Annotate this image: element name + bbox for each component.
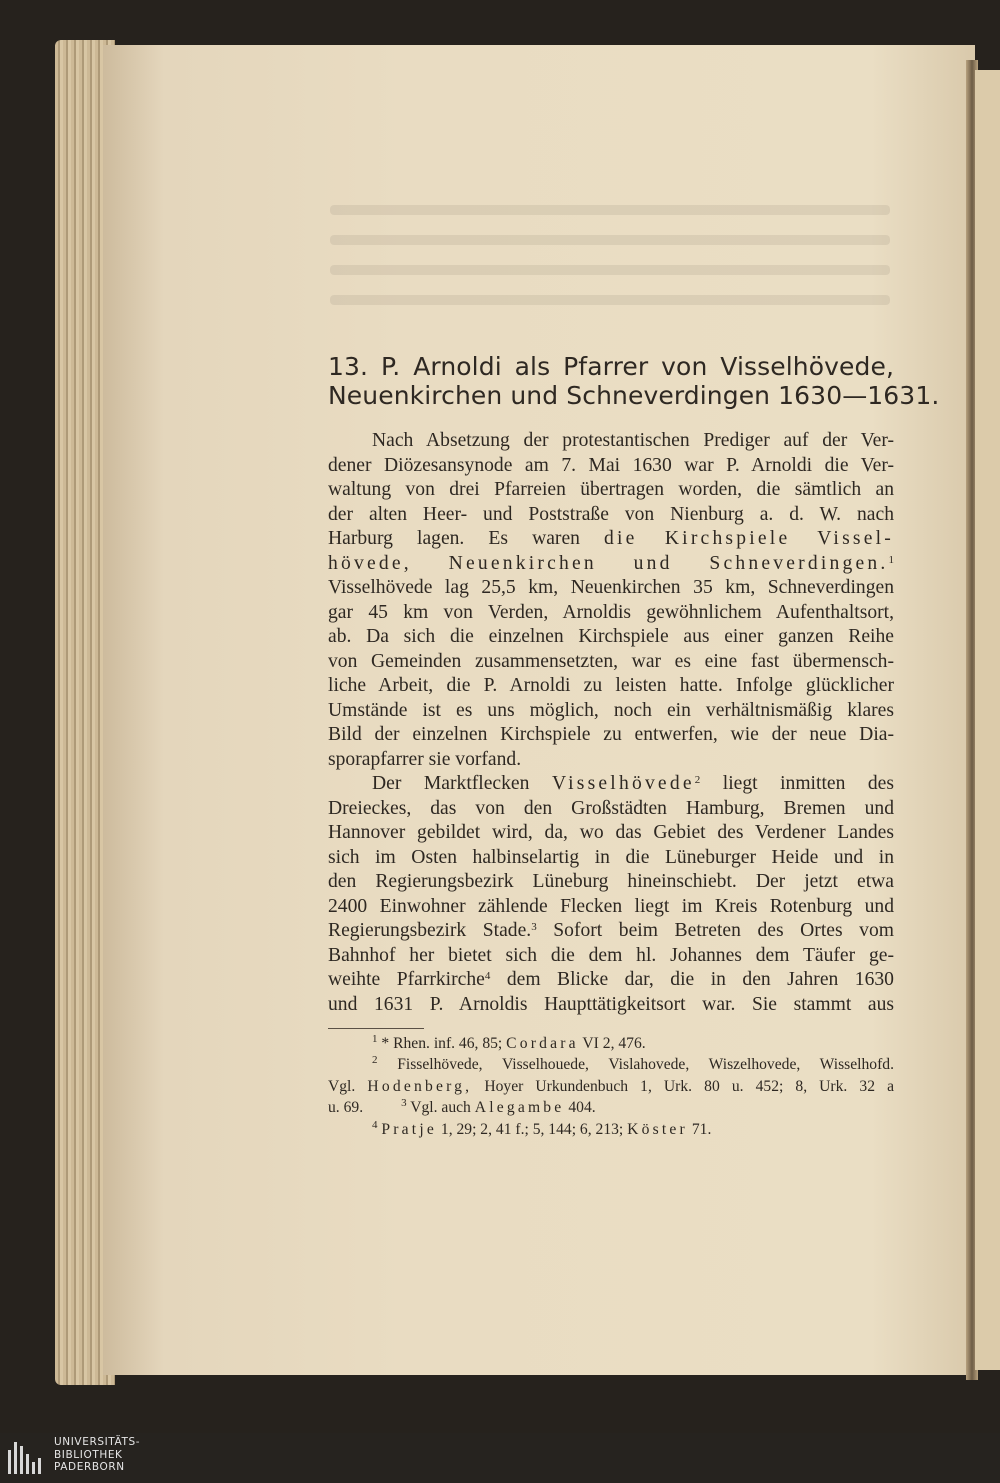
paragraph-1-line: sporapfarrer sie vorfand. (328, 748, 522, 770)
paragraph-1-line: von Gemeinden zusammensetzten, war es eine fast übermensch- (328, 650, 894, 672)
text-run: Der Marktflecken (372, 773, 530, 794)
paragraph-1-line: waltung von drei Pfarreien übertragen worden, die sämtlich an (328, 479, 894, 500)
paragraph-2-line: sich im Osten halbinselartig in die Lüneburger Heide und in (328, 846, 894, 868)
paragraph-2-line: 2400 Einwohner zählende Flecken liegt im Kreis Rotenburg und (328, 895, 894, 917)
paragraph-1-line: gar 45 km von Verden, Arnoldis gewöhnlichem Aufenthaltsort, (328, 601, 894, 623)
text-run: 404. (568, 1099, 596, 1117)
spaced-text: hövede, Neuenkirchen und Schneverdingen. (328, 552, 889, 574)
paragraph-1-line: ab. Da sich die einzelnen Kirchspiele aus einer ganzen Reihe (328, 626, 894, 647)
spaced-text: Hodenberg, (367, 1077, 473, 1095)
paragraph-2-line: Dreieckes, das von den Großstädten Hamburg, Bremen und (328, 797, 894, 819)
paragraph-1-line: Visselhövede lag 25,5 km, Neuenkirchen 35 km, Schneverdingen (328, 577, 894, 598)
text-run: Vgl. auch (410, 1099, 471, 1117)
text-run: liegt inmitten des (722, 773, 895, 794)
library-name-line: UNIVERSITÄTS- (54, 1436, 141, 1448)
library-name (54, 1436, 140, 1474)
footnote-marker: 1 (372, 1033, 378, 1045)
text-run: Fisselhövede, Visselhouede, Vislahovede, Wiszelhovede, Wisselhofd. (397, 1056, 894, 1074)
paragraph-1-line: Bild der einzelnen Kirchspiele zu entwerfen, wie der neue Dia- (328, 724, 894, 745)
show-through-text (330, 205, 890, 345)
paragraph-2-line (328, 919, 894, 944)
page-content (328, 352, 940, 1140)
paragraph-2-line: den Regierungsbezirk Lüneburg hineinschiebt. Der jetzt etwa (328, 871, 894, 892)
paragraph-2-line: Bahnhof her bietet sich die dem hl. Johannes dem Täufer ge- (328, 944, 894, 966)
text-run: Hoyer Urkundenbuch 1, Urk. 80 u. 452; 8, Urk. 32 a (484, 1077, 894, 1095)
paragraph-2-line (328, 968, 894, 993)
spaced-text: Cordara (506, 1035, 579, 1052)
spaced-text: Alegambe (474, 1099, 565, 1117)
footnote-marker: 2 (372, 1054, 378, 1067)
footnote-marker: 4 (372, 1118, 378, 1131)
body-text (328, 429, 894, 1017)
footnote-divider (328, 1028, 424, 1029)
footnote-marker: 2 (694, 774, 701, 786)
footnote-2-line (328, 1054, 894, 1075)
library-footer-bar (0, 1433, 1000, 1483)
footnote-2-3-line (328, 1097, 894, 1118)
paragraph-2-line: und 1631 P. Arnoldis Haupttätigkeitsort war. Sie stammt aus (328, 993, 894, 1015)
spaced-text: Pratje (381, 1120, 437, 1138)
heading-line-2: Neuenkirchen und Schneverdingen 1630—1631. (328, 381, 940, 410)
chapter-heading (328, 352, 940, 410)
text-run: * Rhen. inf. 46, 85; (381, 1035, 503, 1052)
text-run: Harburg lagen. Es waren (328, 528, 580, 549)
text-run: Sofort beim Betreten des Ortes vom (553, 920, 894, 941)
paragraph-1-line (328, 552, 894, 577)
paragraph-1-line: der alten Heer- und Poststraße von Nienburg a. d. W. nach (328, 503, 894, 525)
library-name-line: BIBLIOTHEK (54, 1448, 123, 1461)
footnote-marker: 1 (888, 553, 894, 566)
text-run: 1, 29; 2, 41 f.; 5, 144; 6, 213; (440, 1120, 624, 1138)
text-run: VI 2, 476. (582, 1035, 646, 1052)
text-run: dem Blicke dar, die in den Jahren 1630 (506, 969, 894, 990)
footnote-1 (328, 1033, 894, 1054)
text-run: weihte Pfarrkirche (328, 969, 485, 990)
library-name-line: PADERBORN (54, 1461, 125, 1473)
facing-page-edge (975, 70, 1000, 1370)
spaced-text: die Kirchspiele Vissel- (604, 528, 894, 549)
spaced-text: Köster (627, 1120, 688, 1138)
footnote-marker: 3 (401, 1097, 407, 1110)
text-run: 71. (691, 1120, 712, 1138)
paragraph-1-line: liche Arbeit, die P. Arnoldi zu leisten hatte. Infolge glücklicher (328, 675, 894, 696)
footnote-marker: 3 (531, 921, 537, 933)
spaced-text: Visselhövede (551, 773, 695, 794)
text-run: Vgl. (328, 1077, 356, 1095)
paragraph-2-line (328, 772, 894, 797)
footnotes (328, 1033, 894, 1140)
paragraph-2-line: Hannover gebildet wird, da, wo das Gebiet des Verdener Landes (328, 822, 894, 843)
footnote-4 (328, 1119, 894, 1140)
paragraph-1-line: Nach Absetzung der protestantischen Prediger auf der Ver- (372, 430, 894, 451)
text-run: Regierungsbezirk Stade. (328, 920, 532, 941)
text-run: u. 69. (328, 1099, 364, 1117)
paragraph-1-line: dener Diözesansynode am 7. Mai 1630 war P. Arnoldi die Ver- (328, 454, 894, 476)
heading-line-1: 13. P. Arnoldi als Pfarrer von Visselhövede, (328, 352, 894, 381)
footnote-marker: 4 (484, 970, 491, 982)
paragraph-1-line: Umstände ist es uns möglich, noch ein verhältnismäßig klares (328, 699, 894, 721)
footnote-2-line (328, 1076, 894, 1097)
library-logo-icon (6, 1438, 48, 1478)
paragraph-1-line (328, 527, 894, 552)
